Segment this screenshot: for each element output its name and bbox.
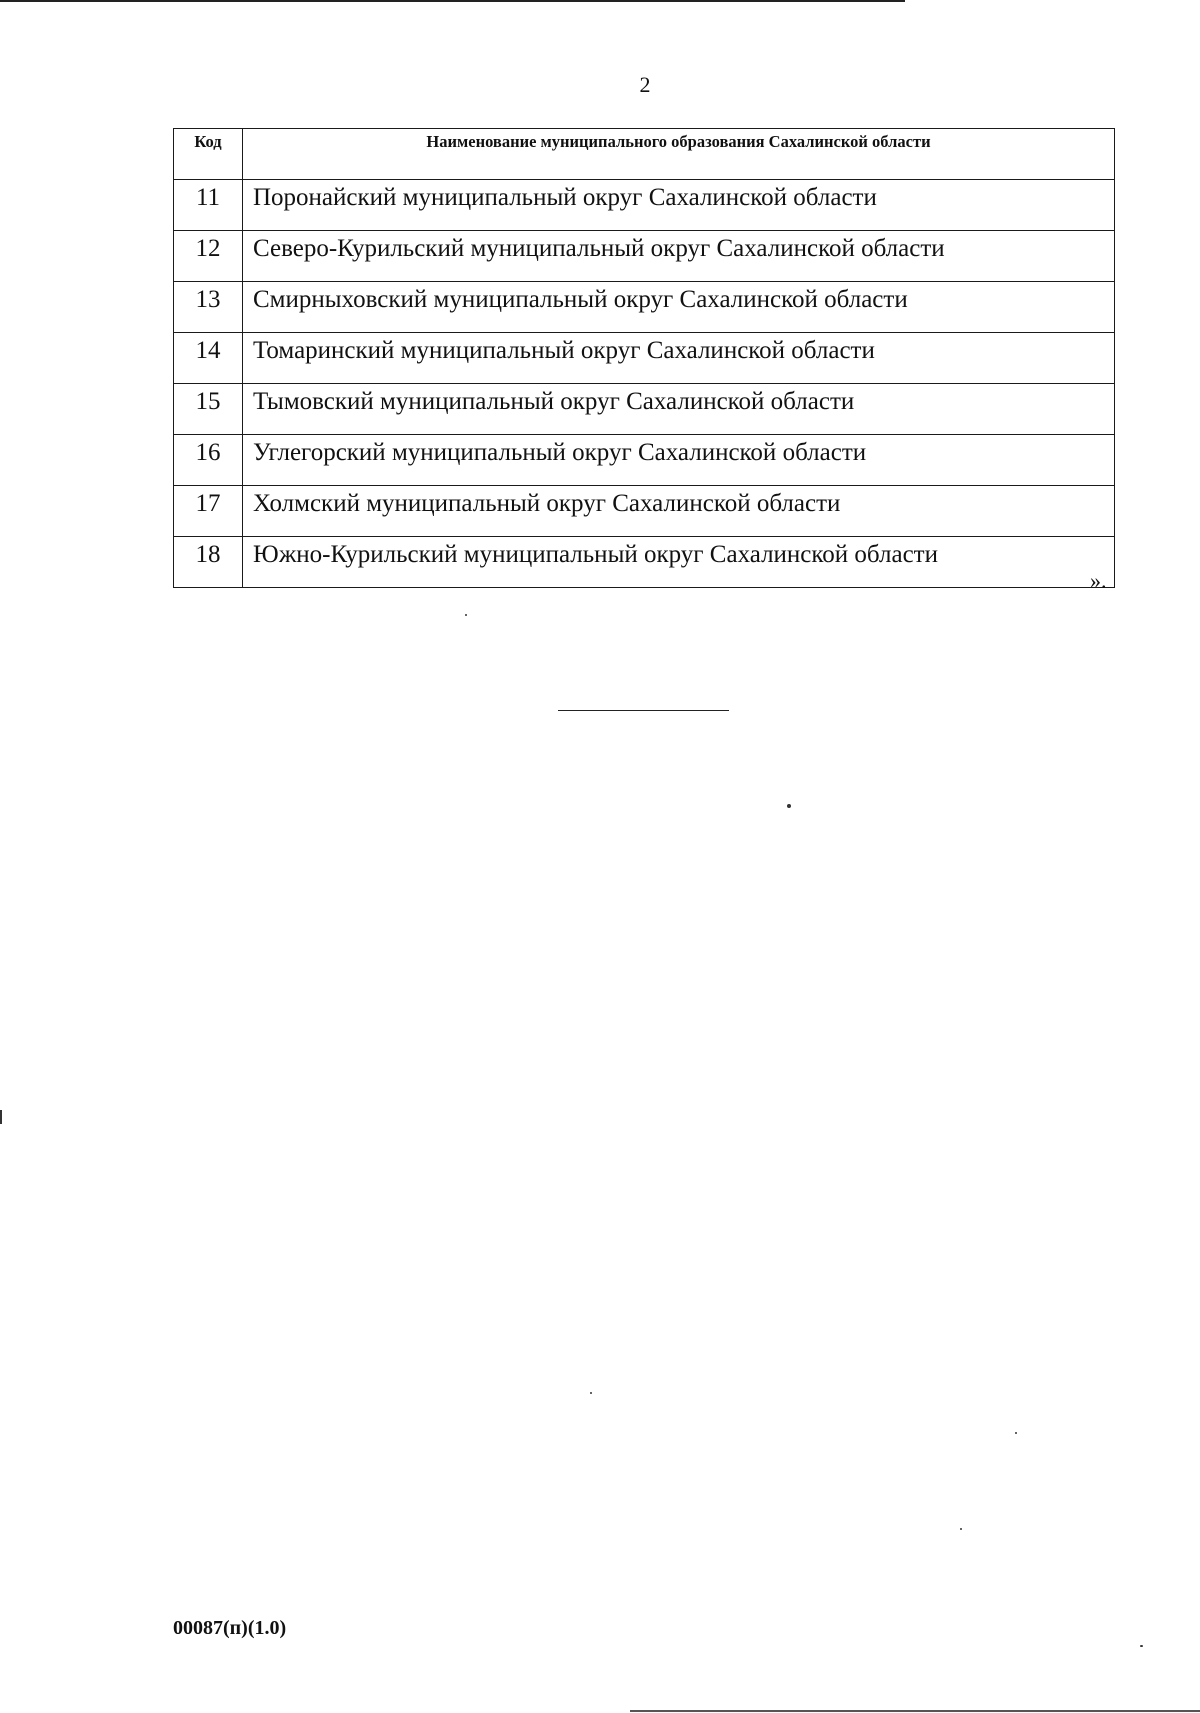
table-row bbox=[174, 333, 1115, 384]
row-code: 18 bbox=[174, 537, 243, 588]
table-row bbox=[174, 486, 1115, 537]
row-name: Углегорский муниципальный округ Сахалинской области bbox=[243, 435, 1115, 486]
row-code: 17 bbox=[174, 486, 243, 537]
municipality-table-container bbox=[173, 128, 1114, 588]
municipality-table bbox=[173, 128, 1115, 588]
table-header-row bbox=[174, 129, 1115, 180]
row-code: 11 bbox=[174, 180, 243, 231]
row-name: Северо-Курильский муниципальный округ Сахалинской области bbox=[243, 231, 1115, 282]
table-row bbox=[174, 384, 1115, 435]
row-code: 12 bbox=[174, 231, 243, 282]
document-code: 00087(п)(1.0) bbox=[173, 1617, 287, 1639]
row-name: Тымовский муниципальный округ Сахалинской области bbox=[243, 384, 1115, 435]
header-code: Код bbox=[174, 129, 243, 180]
scan-speck bbox=[590, 1392, 592, 1394]
closing-quote: ». bbox=[1090, 568, 1107, 593]
row-name: Южно-Курильский муниципальный округ Сахалинской области bbox=[243, 537, 1115, 588]
table-row bbox=[174, 537, 1115, 588]
table-row bbox=[174, 435, 1115, 486]
row-name: Холмский муниципальный округ Сахалинской области bbox=[243, 486, 1115, 537]
row-code: 16 bbox=[174, 435, 243, 486]
top-edge-rule bbox=[0, 0, 905, 2]
row-code: 14 bbox=[174, 333, 243, 384]
row-name: Поронайский муниципальный округ Сахалинской области bbox=[243, 180, 1115, 231]
scan-speck bbox=[1140, 1645, 1143, 1647]
table-row bbox=[174, 231, 1115, 282]
row-name: Томаринский муниципальный округ Сахалинской области bbox=[243, 333, 1115, 384]
row-code: 13 bbox=[174, 282, 243, 333]
end-of-document-rule bbox=[558, 710, 729, 711]
scan-speck bbox=[787, 804, 791, 808]
header-name: Наименование муниципального образования Сахалинской области bbox=[243, 129, 1115, 180]
scan-mark bbox=[0, 1110, 2, 1124]
bottom-edge-rule bbox=[630, 1710, 1200, 1712]
table-row bbox=[174, 180, 1115, 231]
row-name: Смирныховский муниципальный округ Сахалинской области bbox=[243, 282, 1115, 333]
scan-speck bbox=[465, 614, 467, 616]
row-code: 15 bbox=[174, 384, 243, 435]
table-row bbox=[174, 282, 1115, 333]
page-number: 2 bbox=[639, 72, 651, 97]
scan-speck bbox=[1015, 1432, 1017, 1434]
scan-speck bbox=[960, 1528, 962, 1530]
